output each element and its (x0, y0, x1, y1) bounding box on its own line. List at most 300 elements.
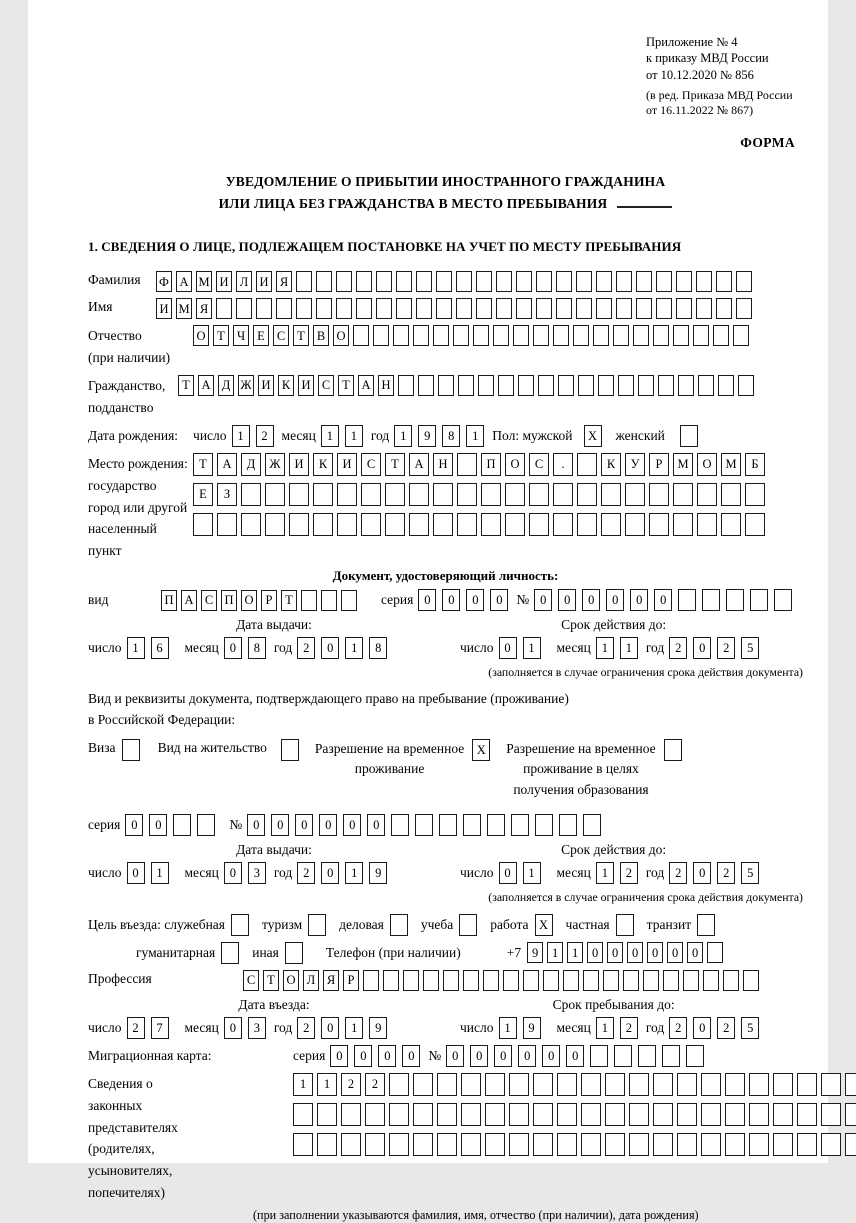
char-cell[interactable] (293, 1103, 313, 1126)
char-cell[interactable]: 2 (297, 637, 315, 659)
char-cell[interactable] (385, 483, 405, 506)
char-cell[interactable]: Т (385, 453, 405, 476)
char-cell[interactable] (596, 298, 612, 319)
char-cell[interactable] (643, 970, 659, 991)
char-cell[interactable] (696, 298, 712, 319)
char-cell[interactable] (197, 814, 215, 836)
char-cell[interactable] (845, 1073, 856, 1096)
char-cell[interactable] (656, 298, 672, 319)
char-cell[interactable] (629, 1103, 649, 1126)
char-cell[interactable]: 0 (295, 814, 313, 836)
char-cell[interactable]: 9 (523, 1017, 541, 1039)
sex-male-checkbox[interactable]: X (584, 425, 602, 447)
char-cell[interactable] (476, 298, 492, 319)
char-cell[interactable]: 0 (693, 1017, 711, 1039)
char-cell[interactable]: В (313, 325, 329, 346)
char-cell[interactable] (678, 589, 696, 611)
char-cell[interactable] (265, 513, 285, 536)
char-cell[interactable]: С (318, 375, 334, 396)
purpose-official-checkbox[interactable] (231, 914, 249, 936)
char-cell[interactable]: И (298, 375, 314, 396)
char-cell[interactable]: К (313, 453, 333, 476)
char-cell[interactable] (336, 298, 352, 319)
char-cell[interactable] (301, 590, 317, 611)
char-cell[interactable] (577, 513, 597, 536)
char-cell[interactable] (662, 1045, 680, 1067)
char-cell[interactable]: . (553, 453, 573, 476)
char-cell[interactable]: И (216, 271, 232, 292)
char-cell[interactable]: 0 (330, 1045, 348, 1067)
char-cell[interactable] (463, 814, 481, 836)
purpose-business-checkbox[interactable] (390, 914, 408, 936)
char-cell[interactable]: 5 (741, 1017, 759, 1039)
char-cell[interactable] (511, 814, 529, 836)
char-cell[interactable] (487, 814, 505, 836)
char-cell[interactable] (365, 1133, 385, 1156)
char-cell[interactable]: Ф (156, 271, 172, 292)
char-cell[interactable]: 0 (534, 589, 552, 611)
char-cell[interactable] (577, 453, 597, 476)
char-cell[interactable] (383, 970, 399, 991)
char-cell[interactable] (707, 942, 723, 963)
char-cell[interactable]: 0 (542, 1045, 560, 1067)
char-cell[interactable]: П (161, 590, 177, 611)
char-cell[interactable]: 0 (418, 589, 436, 611)
char-cell[interactable]: И (256, 271, 272, 292)
char-cell[interactable] (461, 1073, 481, 1096)
char-cell[interactable] (276, 298, 292, 319)
char-cell[interactable] (516, 298, 532, 319)
char-cell[interactable] (581, 1133, 601, 1156)
char-cell[interactable] (416, 271, 432, 292)
char-cell[interactable]: М (176, 298, 192, 319)
char-cell[interactable]: 0 (606, 589, 624, 611)
char-cell[interactable] (317, 1103, 337, 1126)
char-cell[interactable]: 1 (596, 637, 614, 659)
char-cell[interactable] (745, 513, 765, 536)
char-cell[interactable] (496, 298, 512, 319)
char-cell[interactable]: 0 (667, 942, 683, 963)
char-cell[interactable] (536, 298, 552, 319)
char-cell[interactable]: Т (281, 590, 297, 611)
char-cell[interactable] (750, 589, 768, 611)
char-cell[interactable] (193, 513, 213, 536)
char-cell[interactable]: 0 (367, 814, 385, 836)
char-cell[interactable]: 9 (369, 1017, 387, 1039)
char-cell[interactable] (601, 483, 621, 506)
char-cell[interactable] (439, 814, 457, 836)
char-cell[interactable] (353, 325, 369, 346)
char-cell[interactable] (698, 375, 714, 396)
char-cell[interactable]: О (333, 325, 349, 346)
char-cell[interactable]: 1 (345, 637, 363, 659)
char-cell[interactable] (529, 483, 549, 506)
char-cell[interactable]: 0 (343, 814, 361, 836)
char-cell[interactable]: 0 (582, 589, 600, 611)
char-cell[interactable] (413, 1133, 433, 1156)
char-cell[interactable] (845, 1103, 856, 1126)
char-cell[interactable] (265, 483, 285, 506)
purpose-humanitarian-checkbox[interactable] (221, 942, 239, 964)
char-cell[interactable] (361, 483, 381, 506)
char-cell[interactable] (653, 1133, 673, 1156)
char-cell[interactable]: 1 (345, 1017, 363, 1039)
char-cell[interactable] (745, 483, 765, 506)
char-cell[interactable] (553, 325, 569, 346)
char-cell[interactable] (416, 298, 432, 319)
char-cell[interactable] (453, 325, 469, 346)
char-cell[interactable]: 9 (418, 425, 436, 447)
purpose-study-checkbox[interactable] (459, 914, 477, 936)
char-cell[interactable] (516, 271, 532, 292)
char-cell[interactable] (337, 483, 357, 506)
char-cell[interactable] (625, 483, 645, 506)
char-cell[interactable] (373, 325, 389, 346)
purpose-private-checkbox[interactable] (616, 914, 634, 936)
char-cell[interactable]: 1 (620, 637, 638, 659)
char-cell[interactable] (633, 325, 649, 346)
char-cell[interactable] (529, 513, 549, 536)
char-cell[interactable] (485, 1073, 505, 1096)
char-cell[interactable] (629, 1133, 649, 1156)
char-cell[interactable] (557, 1073, 577, 1096)
char-cell[interactable] (289, 483, 309, 506)
char-cell[interactable] (317, 1133, 337, 1156)
char-cell[interactable]: 0 (566, 1045, 584, 1067)
char-cell[interactable] (678, 375, 694, 396)
char-cell[interactable] (485, 1133, 505, 1156)
char-cell[interactable]: 8 (369, 637, 387, 659)
char-cell[interactable] (583, 970, 599, 991)
char-cell[interactable] (845, 1133, 856, 1156)
char-cell[interactable]: 0 (402, 1045, 420, 1067)
char-cell[interactable] (573, 325, 589, 346)
sex-female-checkbox[interactable] (680, 425, 698, 447)
char-cell[interactable]: 5 (741, 637, 759, 659)
char-cell[interactable] (356, 271, 372, 292)
char-cell[interactable] (725, 1103, 745, 1126)
char-cell[interactable]: 2 (127, 1017, 145, 1039)
char-cell[interactable] (676, 298, 692, 319)
char-cell[interactable] (505, 483, 525, 506)
char-cell[interactable] (677, 1073, 697, 1096)
char-cell[interactable]: 7 (151, 1017, 169, 1039)
char-cell[interactable]: 1 (345, 425, 363, 447)
char-cell[interactable]: 2 (297, 1017, 315, 1039)
char-cell[interactable] (481, 483, 501, 506)
char-cell[interactable]: 1 (321, 425, 339, 447)
char-cell[interactable] (576, 271, 592, 292)
char-cell[interactable] (436, 271, 452, 292)
char-cell[interactable] (649, 483, 669, 506)
char-cell[interactable]: А (176, 271, 192, 292)
char-cell[interactable]: М (673, 453, 693, 476)
char-cell[interactable]: 0 (654, 589, 672, 611)
purpose-tourism-checkbox[interactable] (308, 914, 326, 936)
char-cell[interactable] (296, 271, 312, 292)
char-cell[interactable] (725, 1073, 745, 1096)
char-cell[interactable]: 1 (151, 862, 169, 884)
char-cell[interactable]: Т (263, 970, 279, 991)
char-cell[interactable]: 1 (293, 1073, 313, 1096)
char-cell[interactable]: 0 (693, 862, 711, 884)
char-cell[interactable] (743, 970, 759, 991)
char-cell[interactable] (457, 513, 477, 536)
char-cell[interactable] (509, 1073, 529, 1096)
char-cell[interactable] (376, 271, 392, 292)
char-cell[interactable] (697, 513, 717, 536)
char-cell[interactable] (463, 970, 479, 991)
char-cell[interactable] (733, 325, 749, 346)
char-cell[interactable]: Ж (265, 453, 285, 476)
char-cell[interactable] (396, 298, 412, 319)
char-cell[interactable]: Е (253, 325, 269, 346)
char-cell[interactable]: У (625, 453, 645, 476)
char-cell[interactable]: 1 (567, 942, 583, 963)
char-cell[interactable] (533, 325, 549, 346)
char-cell[interactable] (738, 375, 754, 396)
char-cell[interactable] (613, 325, 629, 346)
char-cell[interactable] (356, 298, 372, 319)
char-cell[interactable] (721, 483, 741, 506)
purpose-other-checkbox[interactable] (285, 942, 303, 964)
char-cell[interactable]: П (481, 453, 501, 476)
char-cell[interactable]: Д (218, 375, 234, 396)
char-cell[interactable]: 0 (558, 589, 576, 611)
char-cell[interactable] (363, 970, 379, 991)
char-cell[interactable] (636, 298, 652, 319)
char-cell[interactable]: С (529, 453, 549, 476)
char-cell[interactable] (638, 1045, 656, 1067)
char-cell[interactable]: 8 (248, 637, 266, 659)
char-cell[interactable] (629, 1073, 649, 1096)
temp-residence-checkbox[interactable]: X (472, 739, 490, 761)
char-cell[interactable] (533, 1103, 553, 1126)
char-cell[interactable] (493, 325, 509, 346)
char-cell[interactable]: И (258, 375, 274, 396)
char-cell[interactable] (697, 483, 717, 506)
char-cell[interactable] (437, 1073, 457, 1096)
char-cell[interactable] (773, 1103, 793, 1126)
char-cell[interactable] (577, 483, 597, 506)
char-cell[interactable] (821, 1073, 841, 1096)
char-cell[interactable]: Т (213, 325, 229, 346)
char-cell[interactable]: 1 (345, 862, 363, 884)
char-cell[interactable] (749, 1073, 769, 1096)
char-cell[interactable] (723, 970, 739, 991)
char-cell[interactable] (336, 271, 352, 292)
char-cell[interactable]: 0 (224, 862, 242, 884)
char-cell[interactable] (721, 513, 741, 536)
char-cell[interactable] (389, 1073, 409, 1096)
char-cell[interactable]: К (278, 375, 294, 396)
char-cell[interactable]: 0 (693, 637, 711, 659)
char-cell[interactable]: С (201, 590, 217, 611)
char-cell[interactable]: 0 (319, 814, 337, 836)
char-cell[interactable]: 0 (470, 1045, 488, 1067)
char-cell[interactable] (385, 513, 405, 536)
char-cell[interactable] (513, 325, 529, 346)
char-cell[interactable]: 2 (717, 862, 735, 884)
char-cell[interactable]: 0 (494, 1045, 512, 1067)
char-cell[interactable]: Н (378, 375, 394, 396)
char-cell[interactable] (415, 814, 433, 836)
char-cell[interactable]: 2 (297, 862, 315, 884)
char-cell[interactable]: Р (649, 453, 669, 476)
char-cell[interactable] (438, 375, 454, 396)
char-cell[interactable] (593, 325, 609, 346)
char-cell[interactable] (623, 970, 639, 991)
char-cell[interactable] (673, 483, 693, 506)
char-cell[interactable] (437, 1103, 457, 1126)
char-cell[interactable]: 0 (587, 942, 603, 963)
char-cell[interactable] (535, 814, 553, 836)
char-cell[interactable] (418, 375, 434, 396)
char-cell[interactable] (296, 298, 312, 319)
char-cell[interactable]: 1 (523, 862, 541, 884)
char-cell[interactable] (616, 271, 632, 292)
char-cell[interactable]: 2 (717, 1017, 735, 1039)
char-cell[interactable] (498, 375, 514, 396)
char-cell[interactable] (173, 814, 191, 836)
char-cell[interactable]: М (721, 453, 741, 476)
char-cell[interactable] (713, 325, 729, 346)
char-cell[interactable] (701, 1073, 721, 1096)
char-cell[interactable] (423, 970, 439, 991)
char-cell[interactable]: И (337, 453, 357, 476)
char-cell[interactable] (605, 1133, 625, 1156)
char-cell[interactable]: 1 (127, 637, 145, 659)
char-cell[interactable]: 0 (630, 589, 648, 611)
char-cell[interactable] (476, 271, 492, 292)
char-cell[interactable] (316, 298, 332, 319)
char-cell[interactable]: Т (338, 375, 354, 396)
char-cell[interactable]: Я (276, 271, 292, 292)
char-cell[interactable]: 1 (466, 425, 484, 447)
char-cell[interactable] (583, 814, 601, 836)
char-cell[interactable]: А (198, 375, 214, 396)
char-cell[interactable]: 0 (271, 814, 289, 836)
char-cell[interactable] (543, 970, 559, 991)
char-cell[interactable] (509, 1133, 529, 1156)
char-cell[interactable] (797, 1103, 817, 1126)
char-cell[interactable] (718, 375, 734, 396)
char-cell[interactable] (361, 513, 381, 536)
char-cell[interactable] (701, 1103, 721, 1126)
char-cell[interactable] (376, 298, 392, 319)
char-cell[interactable]: Р (261, 590, 277, 611)
char-cell[interactable]: 0 (607, 942, 623, 963)
char-cell[interactable]: 0 (354, 1045, 372, 1067)
char-cell[interactable] (496, 271, 512, 292)
char-cell[interactable] (653, 325, 669, 346)
char-cell[interactable]: 0 (466, 589, 484, 611)
residence-permit-checkbox[interactable] (281, 739, 299, 761)
char-cell[interactable] (658, 375, 674, 396)
char-cell[interactable] (341, 590, 357, 611)
char-cell[interactable] (241, 483, 261, 506)
char-cell[interactable] (236, 298, 252, 319)
temp-residence-edu-checkbox[interactable] (664, 739, 682, 761)
char-cell[interactable] (797, 1133, 817, 1156)
char-cell[interactable] (553, 483, 573, 506)
char-cell[interactable] (773, 1133, 793, 1156)
char-cell[interactable] (341, 1103, 361, 1126)
char-cell[interactable]: З (217, 483, 237, 506)
char-cell[interactable] (533, 1133, 553, 1156)
char-cell[interactable] (503, 970, 519, 991)
char-cell[interactable] (596, 271, 612, 292)
char-cell[interactable] (473, 325, 489, 346)
char-cell[interactable] (598, 375, 614, 396)
char-cell[interactable] (396, 271, 412, 292)
char-cell[interactable]: Д (241, 453, 261, 476)
char-cell[interactable] (605, 1103, 625, 1126)
char-cell[interactable] (702, 589, 720, 611)
char-cell[interactable]: 0 (224, 1017, 242, 1039)
char-cell[interactable] (773, 1073, 793, 1096)
char-cell[interactable]: 1 (547, 942, 563, 963)
char-cell[interactable] (337, 513, 357, 536)
char-cell[interactable]: 2 (620, 862, 638, 884)
char-cell[interactable] (696, 271, 712, 292)
char-cell[interactable] (461, 1133, 481, 1156)
char-cell[interactable] (365, 1103, 385, 1126)
char-cell[interactable] (653, 1073, 673, 1096)
char-cell[interactable] (505, 513, 525, 536)
char-cell[interactable]: А (409, 453, 429, 476)
char-cell[interactable]: 3 (248, 1017, 266, 1039)
char-cell[interactable]: К (601, 453, 621, 476)
char-cell[interactable]: 2 (669, 1017, 687, 1039)
char-cell[interactable] (749, 1133, 769, 1156)
char-cell[interactable] (563, 970, 579, 991)
char-cell[interactable] (725, 1133, 745, 1156)
char-cell[interactable]: 0 (499, 862, 517, 884)
char-cell[interactable] (443, 970, 459, 991)
char-cell[interactable] (456, 271, 472, 292)
char-cell[interactable] (389, 1133, 409, 1156)
char-cell[interactable] (483, 970, 499, 991)
char-cell[interactable] (409, 513, 429, 536)
char-cell[interactable] (716, 271, 732, 292)
char-cell[interactable]: А (358, 375, 374, 396)
char-cell[interactable] (536, 271, 552, 292)
char-cell[interactable] (701, 1133, 721, 1156)
char-cell[interactable]: 1 (499, 1017, 517, 1039)
char-cell[interactable]: 0 (446, 1045, 464, 1067)
char-cell[interactable] (603, 970, 619, 991)
char-cell[interactable] (518, 375, 534, 396)
char-cell[interactable] (663, 970, 679, 991)
char-cell[interactable]: И (156, 298, 172, 319)
char-cell[interactable]: 0 (647, 942, 663, 963)
char-cell[interactable] (736, 298, 752, 319)
visa-checkbox[interactable] (122, 739, 140, 761)
char-cell[interactable] (578, 375, 594, 396)
char-cell[interactable] (581, 1073, 601, 1096)
char-cell[interactable]: 2 (669, 862, 687, 884)
char-cell[interactable] (676, 271, 692, 292)
char-cell[interactable]: 0 (321, 637, 339, 659)
char-cell[interactable]: 0 (442, 589, 460, 611)
char-cell[interactable]: О (283, 970, 299, 991)
char-cell[interactable]: О (697, 453, 717, 476)
char-cell[interactable]: Т (178, 375, 194, 396)
char-cell[interactable] (217, 513, 237, 536)
char-cell[interactable]: 9 (527, 942, 543, 963)
char-cell[interactable]: Н (433, 453, 453, 476)
